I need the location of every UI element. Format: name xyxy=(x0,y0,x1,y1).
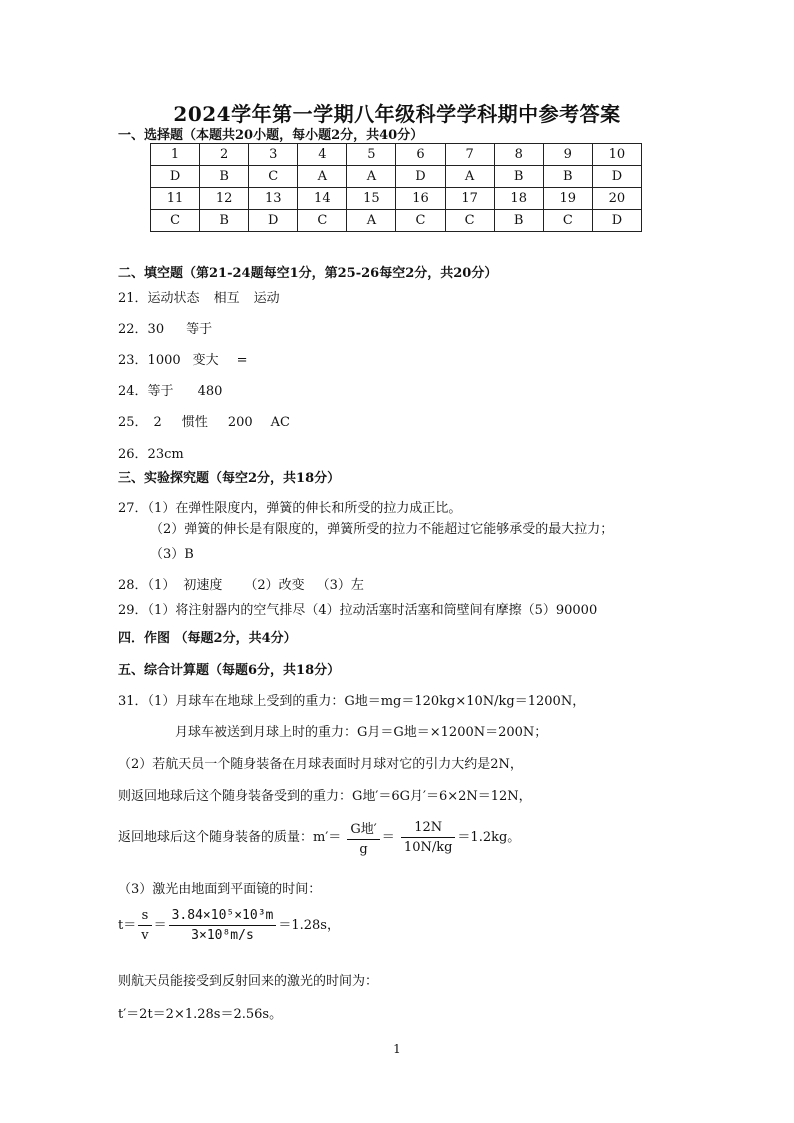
question-number: 25． xyxy=(118,415,148,430)
answer-31-mass-formula xyxy=(118,818,520,857)
answer-31-line1: 31．（1）月球车在地球上受到的重力：G地＝mg＝120kg×10N/kg＝1200N， xyxy=(118,694,586,709)
table-cell: A xyxy=(445,166,494,188)
table-cell: C xyxy=(445,210,494,232)
answer-text: 1000 xyxy=(147,353,181,368)
table-cell: B xyxy=(200,166,249,188)
answer-23 xyxy=(118,349,248,368)
question-number: 26． xyxy=(118,447,148,462)
numerator: s xyxy=(138,908,151,926)
fraction-g-earth xyxy=(347,818,379,857)
table-cell: 1 xyxy=(151,144,200,166)
page-title: 2024学年第一学期八年级科学学科期中参考答案 xyxy=(173,102,621,126)
table-cell: 20 xyxy=(592,188,641,210)
question-number: 23． xyxy=(118,353,148,368)
table-cell: D xyxy=(592,210,641,232)
equals-sign: ＝ xyxy=(153,918,167,933)
answer-text: （2）改变 xyxy=(244,578,305,593)
table-cell: 2 xyxy=(200,144,249,166)
table-cell: A xyxy=(347,210,396,232)
table-cell: C xyxy=(151,210,200,232)
table-cell: 6 xyxy=(396,144,445,166)
answer-25 xyxy=(118,411,290,430)
answer-31-time-formula xyxy=(118,908,340,943)
table-cell: B xyxy=(200,210,249,232)
answer-31-line2: 月球车被送到月球上时的重力：G月＝G地＝×1200N＝200N； xyxy=(175,725,548,740)
numerator: 12N xyxy=(401,820,456,838)
section-4-heading: 四．作图 （每题2分，共4分） xyxy=(118,631,297,646)
answer-text: 变大 xyxy=(192,353,219,368)
section-5-heading: 五、综合计算题（每题6分，共18分） xyxy=(118,663,341,678)
answer-29: 29．（1）将注射器内的空气排尽（4）拉动活塞时活塞和筒壁间有摩擦（5）90000 xyxy=(118,603,598,618)
answer-27-part1: 27．（1）在弹性限度内，弹簧的伸长和所受的拉力成正比。 xyxy=(118,501,462,516)
table-cell: B xyxy=(543,166,592,188)
table-cell: C xyxy=(249,166,298,188)
answer-text: = xyxy=(236,353,248,368)
formula-prefix: t＝ xyxy=(118,918,137,933)
formula-result: ＝1.28s， xyxy=(278,918,340,933)
table-row xyxy=(151,166,642,188)
answer-text: AC xyxy=(270,415,291,430)
answer-text: （3）左 xyxy=(316,578,364,593)
fraction-values xyxy=(401,820,456,855)
answer-text: 2 xyxy=(153,415,162,430)
denominator: 3×10⁸m/s xyxy=(191,928,254,943)
table-cell: 7 xyxy=(445,144,494,166)
answer-text: （1） xyxy=(147,578,176,593)
section-3-heading: 三、实验探究题（每空2分，共18分） xyxy=(118,471,341,486)
table-cell: 10 xyxy=(592,144,641,166)
table-row xyxy=(151,144,642,166)
answer-text: 200 xyxy=(227,415,253,430)
denominator: g xyxy=(359,842,368,857)
table-cell: B xyxy=(494,210,543,232)
answer-22 xyxy=(118,318,212,337)
table-cell: C xyxy=(298,210,347,232)
answer-text: 等于 xyxy=(186,322,213,337)
answer-31-line4: 则返回地球后这个随身装备受到的重力：G地′＝6G月′＝6×2N＝12N， xyxy=(118,789,532,804)
table-cell: D xyxy=(396,166,445,188)
table-cell: 17 xyxy=(445,188,494,210)
answer-26 xyxy=(118,443,184,462)
question-number: 21． xyxy=(118,291,148,306)
question-number: 22． xyxy=(118,322,148,337)
answer-31-line3: （2）若航天员一个随身装备在月球表面时月球对它的引力大约是2N， xyxy=(118,757,523,772)
table-cell: A xyxy=(347,166,396,188)
numerator: 3.84×10⁵×10³m xyxy=(169,908,277,926)
answer-27-part2: （2）弹簧的伸长是有限度的，弹簧所受的拉力不能超过它能够承受的最大拉力； xyxy=(150,522,614,537)
table-cell: C xyxy=(396,210,445,232)
table-cell: D xyxy=(592,166,641,188)
answer-table xyxy=(150,143,642,232)
answer-28 xyxy=(118,574,364,593)
answer-text: 23cm xyxy=(147,447,184,462)
table-cell: 12 xyxy=(200,188,249,210)
table-cell: 15 xyxy=(347,188,396,210)
table-cell: 18 xyxy=(494,188,543,210)
formula-result: ＝1.2kg。 xyxy=(457,830,521,845)
answer-text: 相互 xyxy=(213,291,240,306)
question-number: 28． xyxy=(118,578,148,593)
page-number: 1 xyxy=(393,1042,401,1056)
answer-31-line6: （3）激光由地面到平面镜的时间： xyxy=(118,882,322,897)
answer-text: 运动状态 xyxy=(147,291,200,306)
answer-text: 480 xyxy=(197,384,223,399)
table-cell: 14 xyxy=(298,188,347,210)
section-1-heading: 一、选择题（本题共20小题，每小题2分，共40分） xyxy=(118,128,424,143)
table-cell: 13 xyxy=(249,188,298,210)
question-number: 24． xyxy=(118,384,148,399)
answer-text: 初速度 xyxy=(183,578,223,593)
table-cell: 3 xyxy=(249,144,298,166)
answer-text: 运动 xyxy=(253,291,280,306)
table-cell: 11 xyxy=(151,188,200,210)
table-cell: 4 xyxy=(298,144,347,166)
answer-31-line9: t′＝2t＝2×1.28s＝2.56s。 xyxy=(118,1007,283,1022)
table-cell: C xyxy=(543,210,592,232)
table-row xyxy=(151,188,642,210)
answer-21 xyxy=(118,287,280,306)
formula-prefix: 返回地球后这个随身装备的质量：m′＝ xyxy=(118,830,342,845)
fraction-distance-speed xyxy=(169,908,277,943)
table-cell: D xyxy=(249,210,298,232)
denominator: v xyxy=(141,928,149,943)
numerator: G地′ xyxy=(347,818,379,840)
table-row xyxy=(151,210,642,232)
table-cell: D xyxy=(151,166,200,188)
answer-31-line8: 则航天员能接受到反射回来的激光的时间为： xyxy=(118,974,379,989)
answer-text: 30 xyxy=(147,322,165,337)
answer-text: 惯性 xyxy=(181,415,208,430)
answer-27-part3: （3）B xyxy=(150,547,194,562)
equals-sign: ＝ xyxy=(381,830,395,845)
answer-text: 等于 xyxy=(147,384,174,399)
table-cell: A xyxy=(298,166,347,188)
answer-24 xyxy=(118,380,222,399)
table-cell: B xyxy=(494,166,543,188)
table-cell: 9 xyxy=(543,144,592,166)
table-cell: 8 xyxy=(494,144,543,166)
table-cell: 5 xyxy=(347,144,396,166)
table-cell: 19 xyxy=(543,188,592,210)
table-cell: 16 xyxy=(396,188,445,210)
denominator: 10N/kg xyxy=(403,840,453,855)
section-2-heading: 二、填空题（第21-24题每空1分，第25-26每空2分，共20分） xyxy=(118,266,498,281)
fraction-s-over-v xyxy=(138,908,151,943)
